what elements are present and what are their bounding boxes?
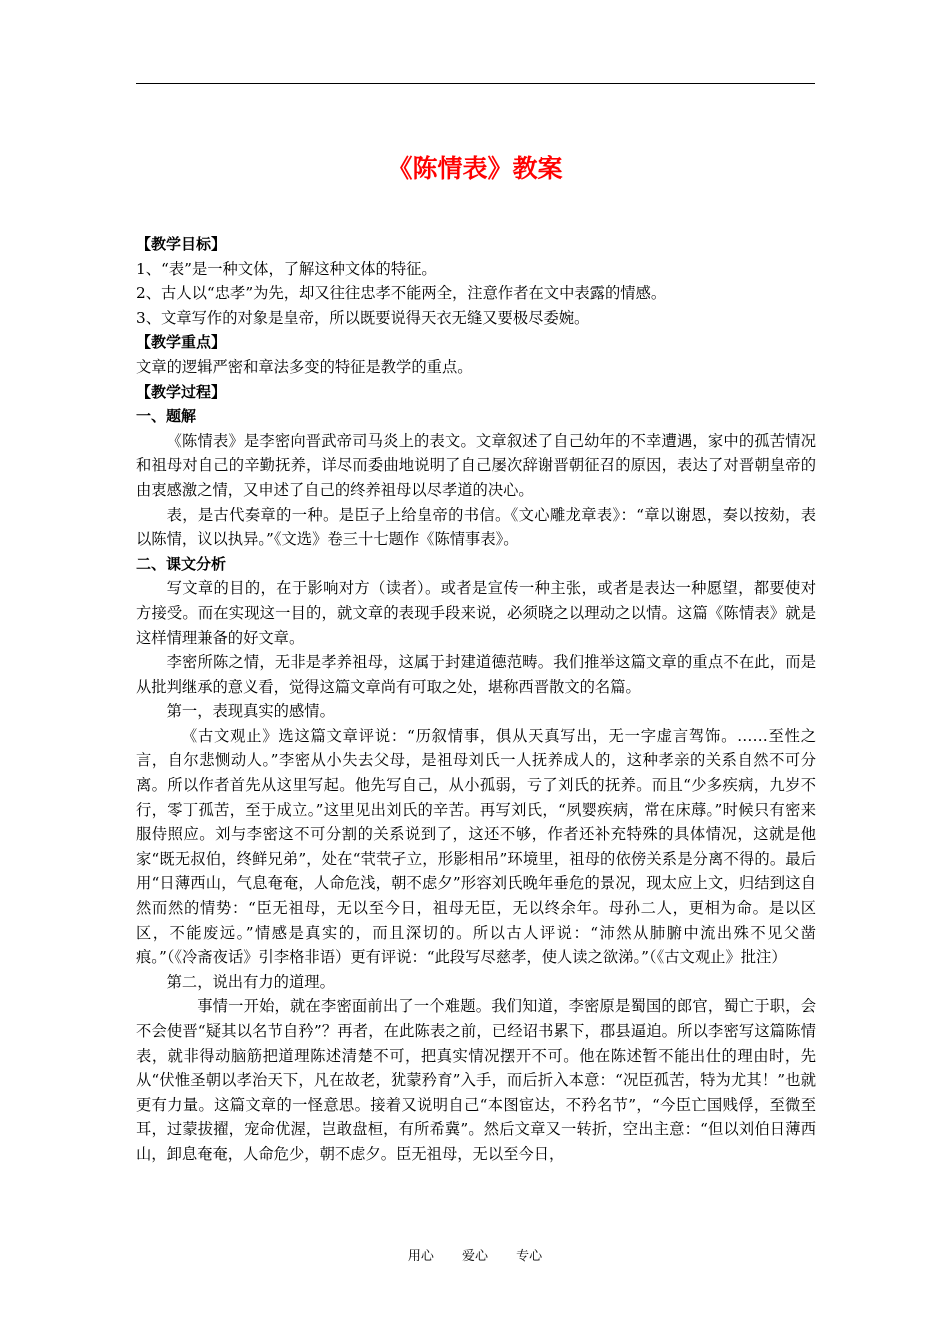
focus-text: 文章的逻辑严密和章法多变的特征是教学的重点。 (136, 357, 473, 376)
paragraph: 写文章的目的，在于影响对方（读者）。或者是宣传一种主张，或者是表达一种愿望，都要使对方接受。而在实现这一目的，就文章的表现手段来说，必须晓之以理动之以情。这篇《陈情表》就是这样情理兼备的好文章。 (136, 579, 816, 647)
header-rule (136, 83, 815, 84)
document-body (136, 232, 816, 1167)
section-heading-focus: 【教学重点】 (136, 333, 227, 352)
page-footer (0, 1247, 950, 1267)
footer-text: 专心 (516, 1249, 543, 1264)
section-heading-process: 【教学过程】 (136, 382, 227, 401)
paragraph: 《古文观止》选这篇文章评说：“历叙情事，俱从天真写出，无一字虚言驾饰。……至性之言，自尔悲恻动人。”李密从小失去父母，是祖母刘氏一人抚养成人的，这种孝亲的关系自然不可分离。所以作者首先从这里写起。他先写自己，从小孤弱，亏了刘氏的抚养。而且“少多疾病，九岁不行，零丁孤苦，至于成立。”这里见出刘氏的辛苦。再写刘氏，“夙婴疾病，常在床蓐。”时候只有密来服侍照应。刘与李密这不可分割的关系说到了，这还不够，作者还补充特殊的具体情况，这就是他家“既无叔伯，终鲜兄弟”，处在“茕茕孑立，形影相吊”环境里，祖母的依傍关系是分离不得的。最后用“日薄西山，气息奄奄，人命危浅，朝不虑夕”形容刘氏晚年垂危的景况，现太应上文，归结到这自然而然的情势：“臣无祖母，无以至今日，祖母无臣，无以终余年。母孙二人，更相为命。是以区区，不能废远。”情感是真实的，而且深切的。所以古人评说：“沛然从肺腑中流出殊不见父凿痕。”（《冷斋夜话》引李格非语）更有评说：“此段写尽慈孝，使人读之欲涕。”（《古文观止》批注） (136, 726, 816, 967)
subheading-analysis: 二、课文分析 (136, 554, 227, 573)
point-heading-2: 第二，说出有力的道理。 (166, 972, 335, 991)
footer-text: 爱心 (461, 1249, 488, 1264)
paragraph: 李密所陈之情，无非是孝养祖母，这属于封建道德范畴。我们推举这篇文章的重点不在此，而是从批判继承的意义看，觉得这篇文章尚有可取之处，堪称西晋散文的名篇。 (136, 653, 816, 696)
goal-item: 2、古人以“忠孝”为先，却又往往忠孝不能两全，注意作者在文中表露的情感。 (136, 284, 667, 303)
paragraph: 事情一开始，就在李密面前出了一个难题。我们知道，李密原是蜀国的郎官，蜀亡于职，会不会使晋“疑其以名节自矜”？再者，在此陈表之前，已经诏书累下，郡县逼迫。所以李密写这篇陈情表，就非得动脑筋把道理陈述清楚不可，把真实情况摆开不可。他在陈述暂不能出仕的理由时，先从“伏惟圣朝以孝治天下，凡在故老，犹蒙矜育”入手，而后折入本意：“况臣孤苦，特为尤其！”也就更有力量。这篇文章的一怪意思。接着又说明自己“本图宦达，不矜名节”，“今臣亡国贱俘，至微至耳，过蒙拔擢，宠命优渥，岂敢盘桓，有所希冀”。然后文章又一转折，空出主意：“但以刘伯日薄西山，卸息奄奄，人命危少，朝不虑夕。臣无祖母，无以至今日， (136, 997, 816, 1163)
point-heading-1: 第一，表现真实的感情。 (166, 702, 335, 721)
document-title: 《陈情表》教案 (387, 154, 563, 183)
footer-text: 用心 (407, 1249, 434, 1264)
subheading-explanation: 一、题解 (136, 407, 197, 426)
paragraph: 《陈情表》是李密向晋武帝司马炎上的表文。文章叙述了自己幼年的不幸遭遇，家中的孤苦情况和祖母对自己的辛勤抚养，详尽而委曲地说明了自己屡次辞谢晋朝征召的原因，表达了对晋朝皇帝的由衷感激之情，又申述了自己的终养祖母以尽孝道的决心。 (136, 431, 816, 499)
paragraph: 表，是古代奏章的一种。是臣子上给皇帝的书信。《文心雕龙章表》：“章以谢恩，奏以按劾，表以陈情，议以执异。”《文选》卷三十七题作《陈情事表》。 (136, 505, 816, 549)
section-heading-goals: 【教学目标】 (136, 235, 227, 253)
goal-item: 1、“表”是一种文体，了解这种文体的特征。 (136, 259, 437, 278)
goal-item: 3、文章写作的对象是皇帝，所以既要说得天衣无缝又要极尽委婉。 (136, 308, 590, 327)
